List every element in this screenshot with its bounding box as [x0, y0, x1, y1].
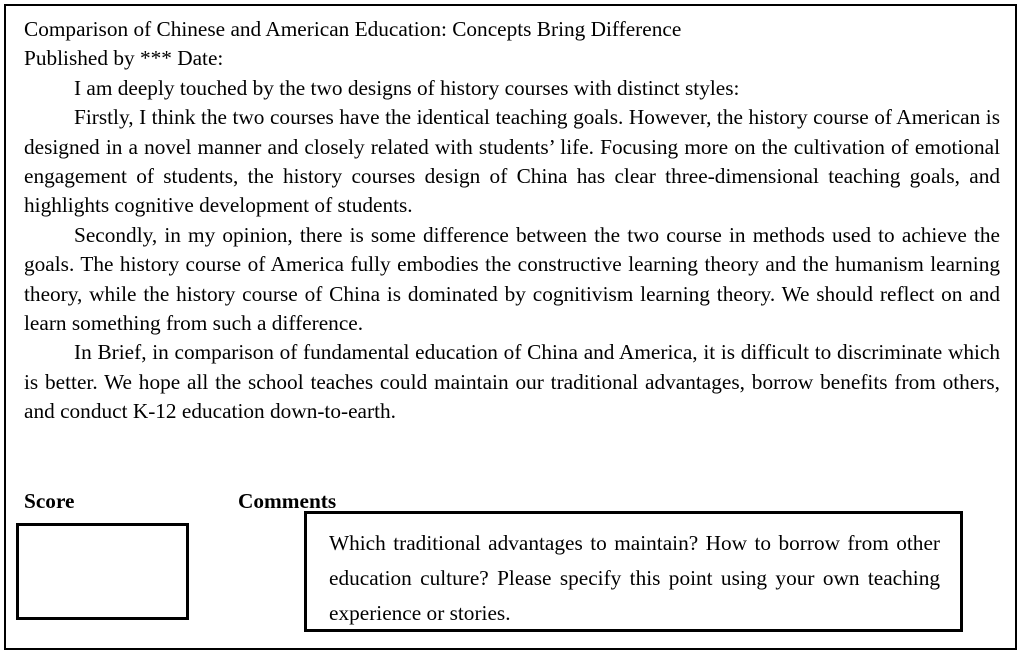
comments-label: Comments: [238, 489, 337, 513]
score-label: Score: [24, 489, 75, 513]
paragraph-intro: I am deeply touched by the two designs of history courses with distinct styles:: [74, 75, 740, 100]
article-title: Comparison of Chinese and American Education: Concepts Bring Difference: [24, 17, 682, 41]
comment-box: [304, 511, 963, 632]
paragraph-secondly: Secondly, in my opinion, there is some difference between the two course in methods used to achieve the goals. The history course of America fully embodies the constructive learning theory and the humanism learning theory, while the history course of China is dominated by cognitivism learning theory. We should reflect on and learn something from such a difference.: [24, 222, 1000, 336]
article-byline: Published by *** Date:: [24, 46, 224, 71]
article-body: [24, 15, 1000, 427]
score-box[interactable]: [16, 523, 189, 620]
paragraph-in-brief: In Brief, in comparison of fundamental education of China and America, it is difficult to discriminate which is better. We hope all the school teaches could maintain our traditional advantages, borrow benefits from others, and conduct K-12 education down-to-earth.: [24, 340, 1000, 424]
paragraph-firstly: Firstly, I think the two courses have the identical teaching goals. However, the history course of American is designed in a novel manner and closely related with students’ life. Focusing more on the cultivation of emotional engagement of students, the history courses design of China has clear three-dimensional teaching goals, and highlights cognitive development of students.: [24, 105, 1000, 218]
comment-text: Which traditional advantages to maintain? How to borrow from other education culture? Please specify this point using your own teaching experience or stories.: [329, 531, 940, 625]
